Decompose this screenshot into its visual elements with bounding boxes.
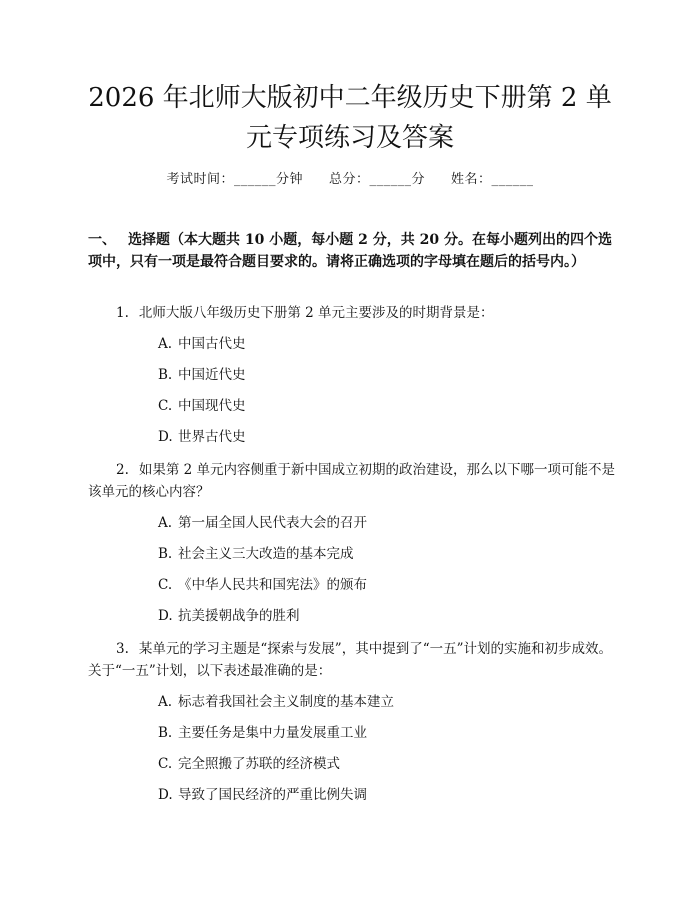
option-d: [158, 426, 616, 457]
option-c: [158, 395, 616, 426]
question-text: 某单元的学习主题是“探索与发展”，其中提到了“一五”计划的实施和初步成效。关于“一五”计划，以下表述最准确的是：: [88, 641, 612, 679]
question-3: [88, 638, 616, 815]
option-text: 中国现代史: [178, 398, 246, 414]
name-field: 姓名：______: [451, 172, 534, 187]
option-a: [158, 512, 616, 543]
title-line-1: 2026 年北师大版初中二年级历史下册第 2 单: [88, 83, 612, 113]
option-a: [158, 691, 616, 722]
total-score-field: 总分：______分: [328, 172, 425, 187]
option-text: 抗美援朝战争的胜利: [178, 608, 300, 624]
option-text: 完全照搬了苏联的经济模式: [178, 756, 340, 772]
question-1: [88, 302, 616, 457]
option-letter: C.: [158, 577, 173, 593]
option-b: [158, 364, 616, 395]
question-stem: [88, 459, 616, 503]
option-d: [158, 605, 616, 636]
option-letter: D.: [158, 429, 173, 445]
section-instructions: 选择题（本大题共 10 小题，每小题 2 分，共 20 分。在每小题列出的四个选项中，只有一项是最符合题目要求的。请将正确选项的字母填在题后的括号内。）: [88, 232, 612, 270]
option-b: [158, 722, 616, 753]
option-letter: D.: [158, 608, 173, 624]
option-c: [158, 574, 616, 605]
option-text: 标志着我国社会主义制度的基本建立: [178, 694, 394, 710]
page-title: [60, 78, 640, 158]
option-b: [158, 543, 616, 574]
option-text: 主要任务是集中力量发展重工业: [178, 725, 367, 741]
exam-time-field: 考试时间：______分钟: [166, 172, 303, 187]
question-list: [88, 302, 616, 817]
option-letter: A.: [158, 336, 173, 352]
question-text: 如果第 2 单元内容侧重于新中国成立初期的政治建设，那么以下哪一项可能不是该单元的核心内容？: [88, 462, 616, 500]
option-c: [158, 753, 616, 784]
question-number: 1.: [116, 305, 129, 321]
option-text: 中国古代史: [178, 336, 246, 352]
option-text: 中国近代史: [178, 367, 246, 383]
option-text: 社会主义三大改造的基本完成: [178, 546, 354, 562]
title-line-2: 元专项练习及答案: [245, 123, 454, 153]
question-stem: [88, 638, 616, 682]
option-a: [158, 333, 616, 364]
section-heading: [88, 229, 616, 273]
option-letter: C.: [158, 756, 173, 772]
option-text: 导致了国民经济的严重比例失调: [178, 787, 367, 803]
option-text: 世界古代史: [178, 429, 246, 445]
option-letter: D.: [158, 787, 173, 803]
question-text: 北师大版八年级历史下册第 2 单元主要涉及的时期背景是：: [138, 305, 494, 321]
option-text: 第一届全国人民代表大会的召开: [178, 515, 367, 531]
option-letter: B.: [158, 725, 173, 741]
question-stem: [88, 302, 616, 324]
question-number: 2.: [116, 462, 129, 478]
question-number: 3.: [116, 641, 129, 657]
option-letter: B.: [158, 367, 173, 383]
option-letter: A.: [158, 515, 173, 531]
exam-info: [0, 168, 700, 187]
option-letter: B.: [158, 546, 173, 562]
option-text: 《中华人民共和国宪法》的颁布: [178, 577, 367, 593]
option-letter: A.: [158, 694, 173, 710]
section-number: 一、: [88, 232, 116, 248]
option-letter: C.: [158, 398, 173, 414]
option-d: [158, 784, 616, 815]
question-2: [88, 459, 616, 636]
